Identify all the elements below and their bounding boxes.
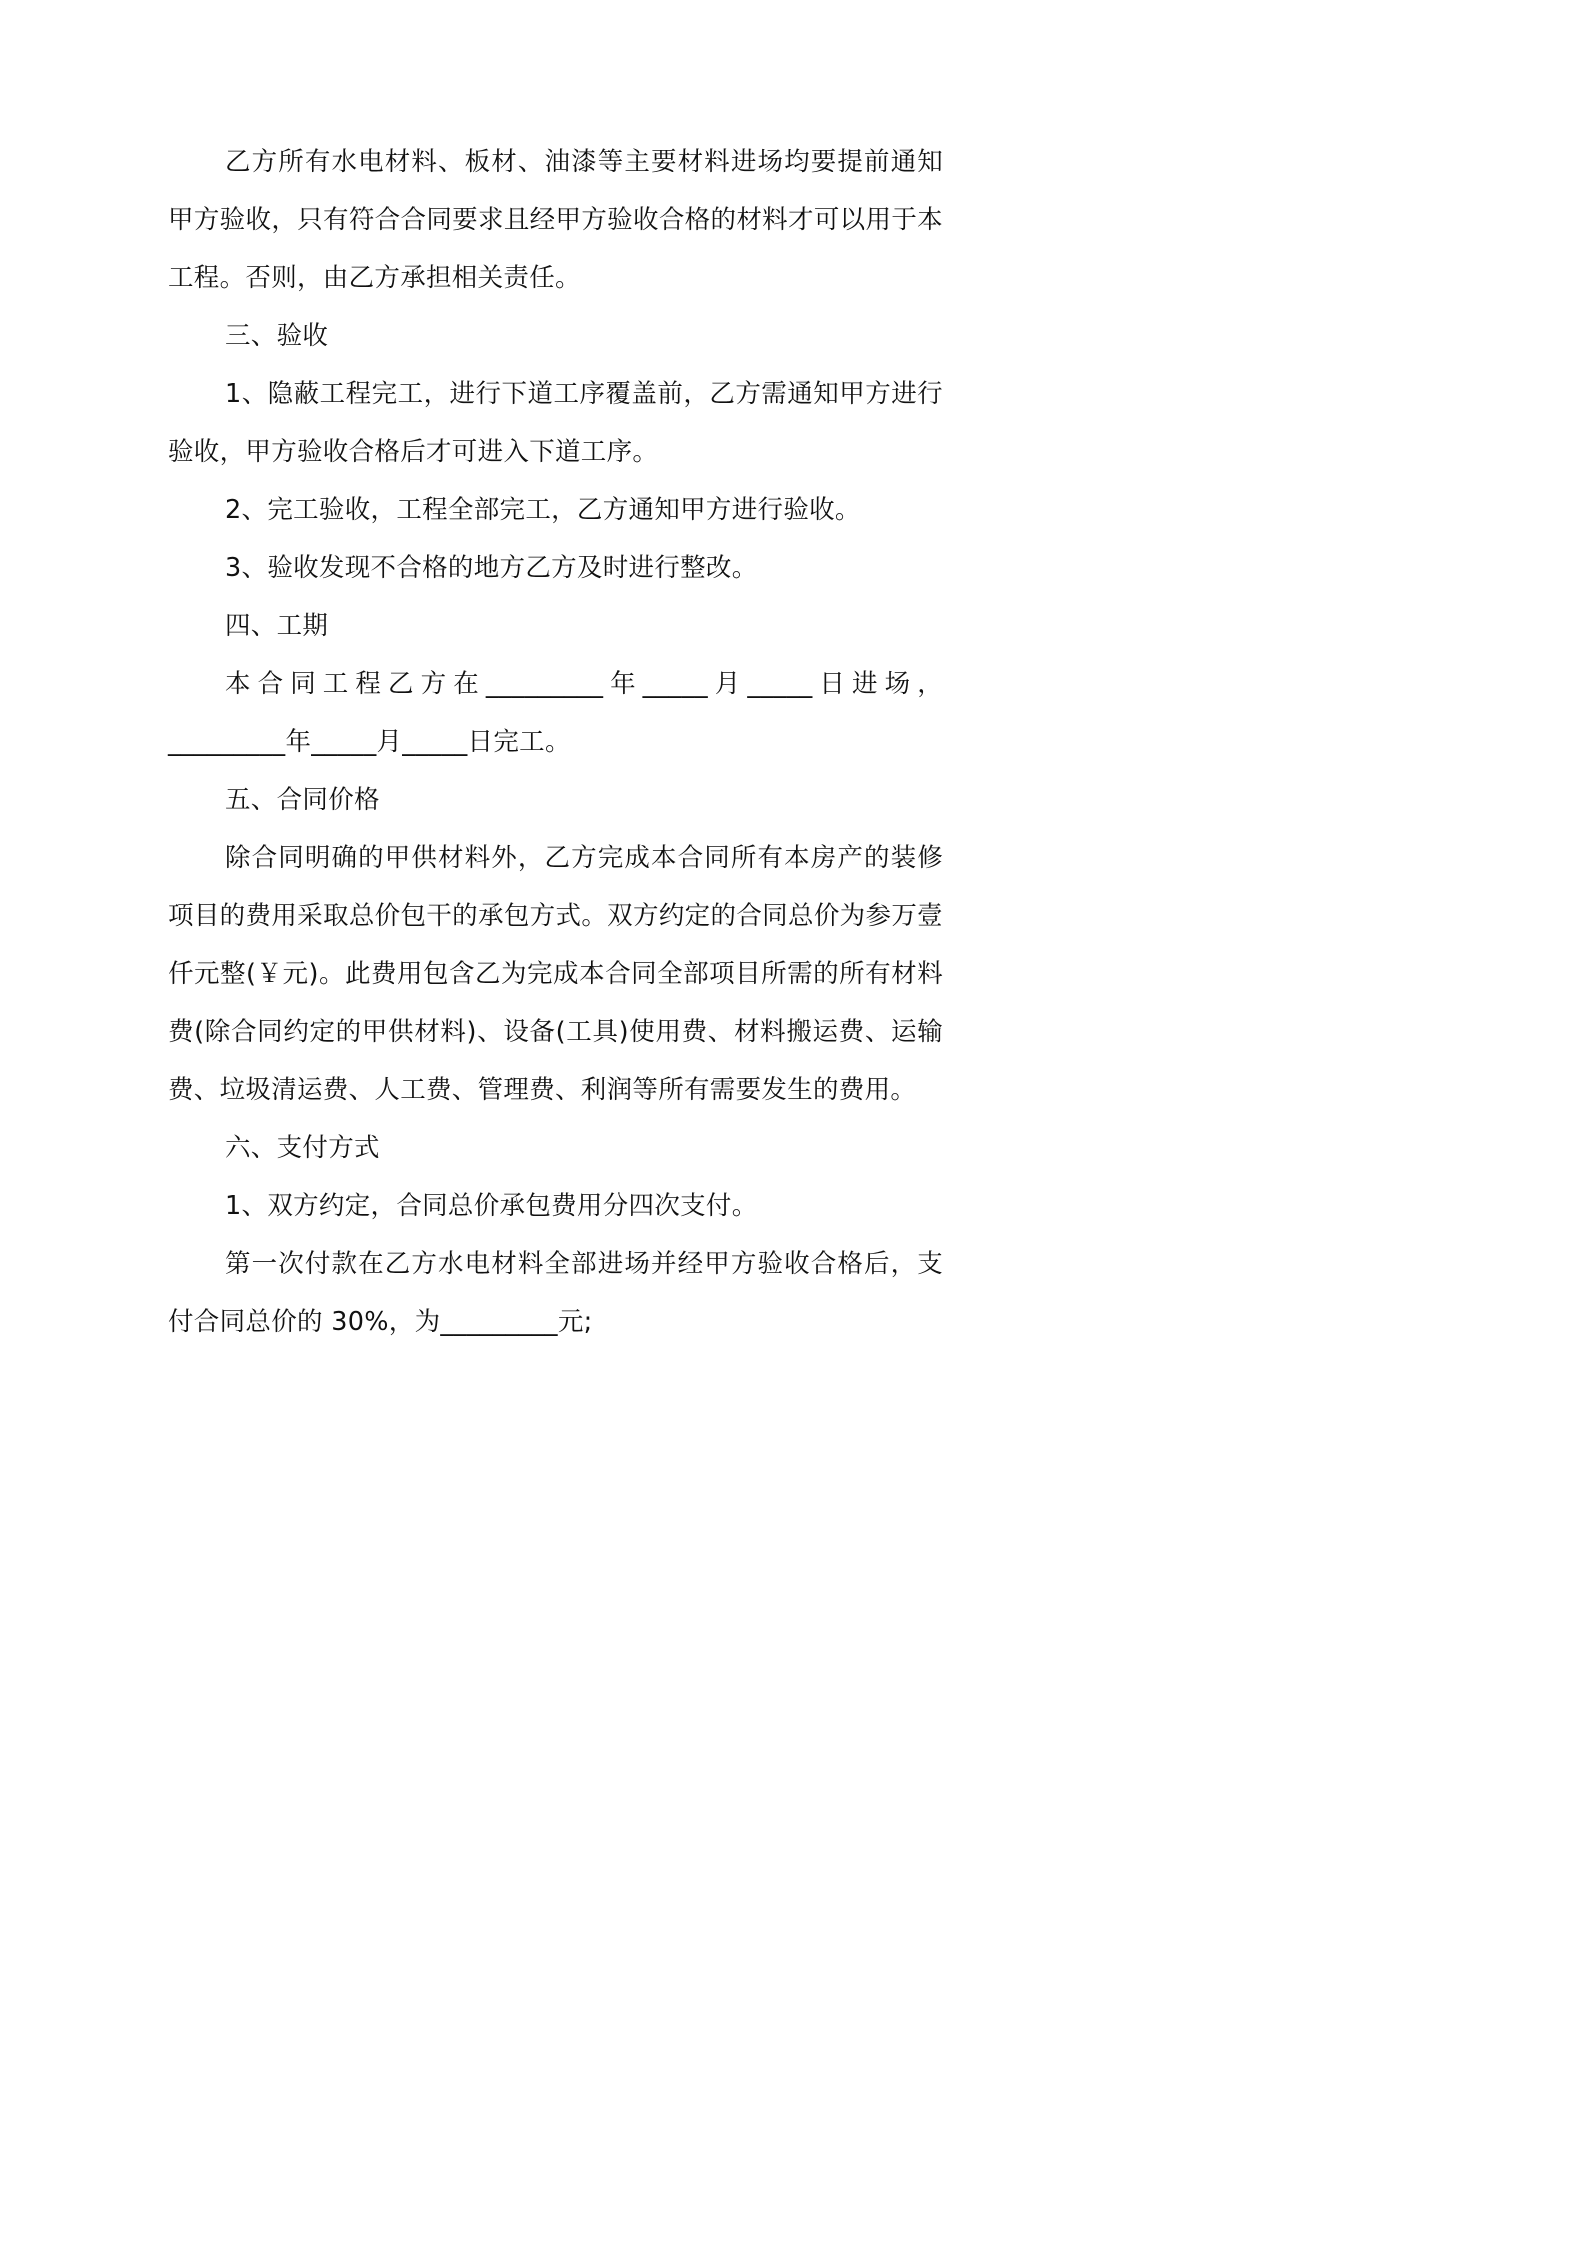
paragraph-material-inspection: 乙方所有水电材料、板材、油漆等主要材料进场均要提前通知甲方验收，只有符合合同要求且经甲方验收合格的材料才可以用于本工程。否则，由乙方承担相关责任。 <box>168 147 943 293</box>
document-body <box>168 133 943 1351</box>
paragraph-hidden-works-acceptance: 1、隐蔽工程完工，进行下道工序覆盖前，乙方需通知甲方进行验收，甲方验收合格后才可进入下道工序。 <box>168 379 943 467</box>
section-heading-contract-price: 五、合同价格 <box>225 785 380 815</box>
paragraph-completion-acceptance: 2、完工验收，工程全部完工，乙方通知甲方进行验收。 <box>225 495 861 525</box>
paragraph-first-payment: 第一次付款在乙方水电材料全部进场并经甲方验收合格后，支付合同总价的 30%，为_________元; <box>168 1249 943 1337</box>
paragraph-schedule-dates: 本合同工程乙方在_________年_____月_____日进场，_________年_____月_____日完工。 <box>168 669 943 757</box>
section-heading-payment: 六、支付方式 <box>225 1133 380 1163</box>
paragraph-payment-installments: 1、双方约定，合同总价承包费用分四次支付。 <box>225 1191 758 1221</box>
section-heading-acceptance: 三、验收 <box>225 321 329 351</box>
paragraph-contract-price: 除合同明确的甲供材料外，乙方完成本合同所有本房产的装修项目的费用采取总价包干的承包方式。双方约定的合同总价为参万壹仟元整(￥元)。此费用包含乙为完成本合同全部项目所需的所有材料费(除合同约定的甲供材料)、设备(工具)使用费、材料搬运费、运输费、垃圾清运费、人工费、管理费、利润等所有需要发生的费用。 <box>168 843 943 1105</box>
section-heading-schedule: 四、工期 <box>225 611 329 641</box>
document-page <box>0 0 1100 1556</box>
paragraph-rectification: 3、验收发现不合格的地方乙方及时进行整改。 <box>225 553 758 583</box>
